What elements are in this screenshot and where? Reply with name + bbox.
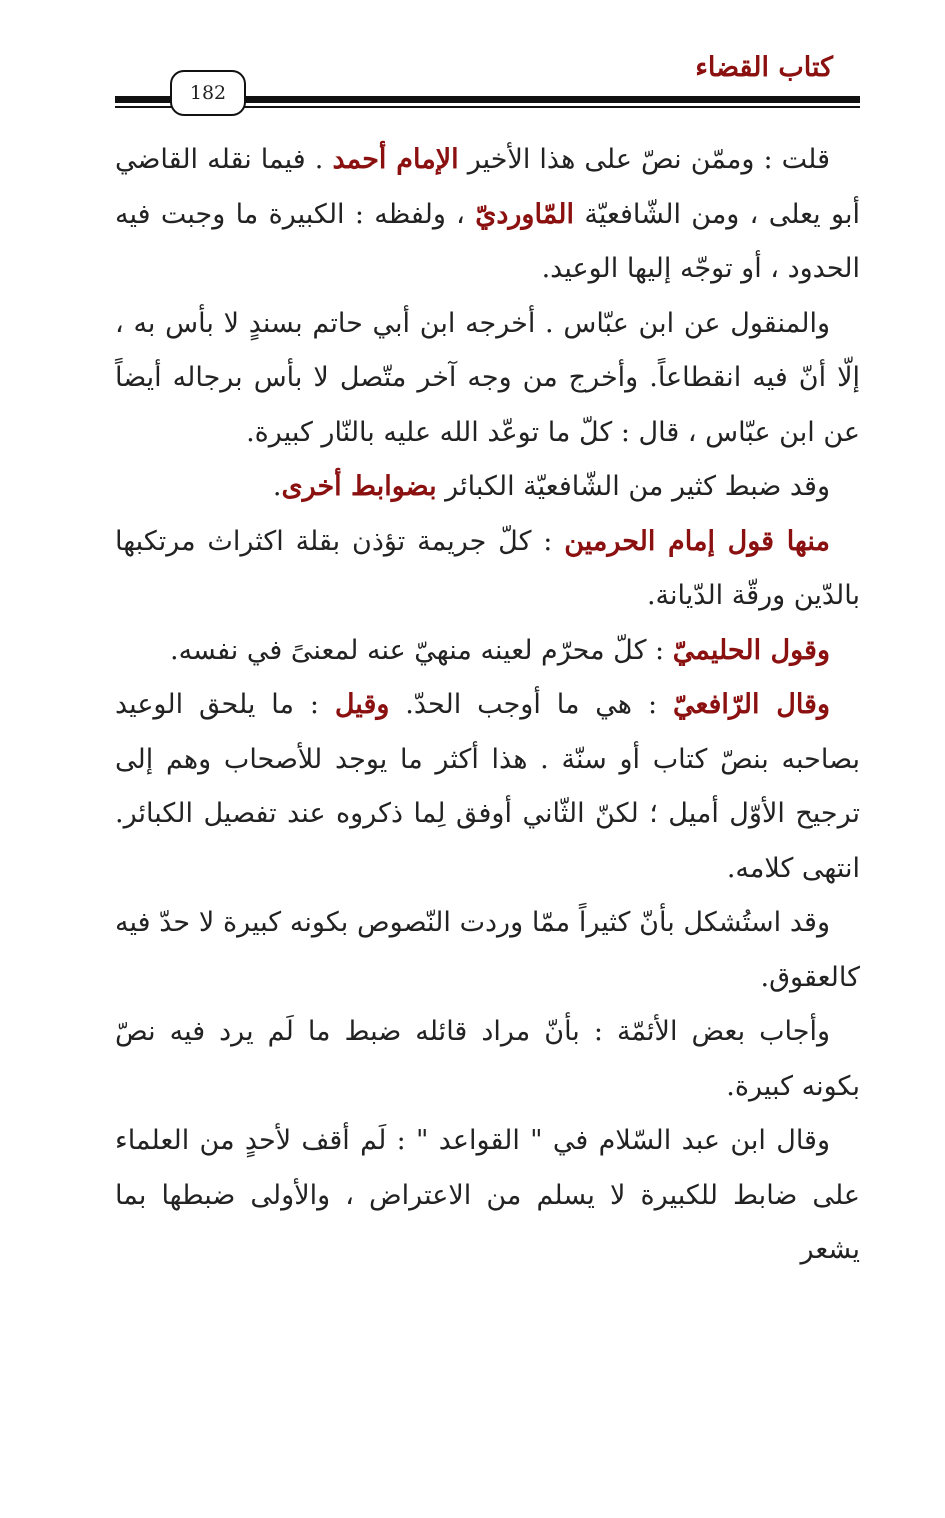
paragraph [115,896,860,1005]
page-header [0,0,945,125]
book-title: كتاب القضاء [695,52,833,83]
page-body [115,133,860,1278]
paragraph [115,297,860,461]
text-segment: . [272,471,282,502]
text-segment: ، ولفظه : الكبيرة ما وجبت فيه الحدود ، أو توجّه إليها الوعيد. [115,198,860,284]
highlighted-term: وقال الرّافعيّ [672,689,830,720]
text-segment: وأجاب بعض الأئمّة : بأنّ مراد قائله ضبط ما لَم يرد فيه نصّ بكونه كبيرة. [115,1016,860,1102]
highlighted-term: المّاورديّ [475,198,575,230]
text-segment: : هي ما أوجب الحدّ. [389,689,673,720]
text-segment: : كلّ جريمة تؤذن بقلة اكثراث مرتكبها بالدّين ورقّة الدّيانة. [115,525,860,611]
text-segment: : ما يلحق الوعيد بصاحبه بنصّ كتاب أو سنّة . هذا أكثر ما يوجد للأصحاب وهم إلى ترجيح الأوّل أميل ؛ لكنّ الثّاني أوفق لِما ذكروه عند تفصيل الكبائر. انتهى كلامه. [115,689,860,884]
paragraph [115,133,860,297]
text-segment: وقد استُشكل بأنّ كثيراً ممّا وردت النّصوص بكونه كبيرة لا حدّ فيه كالعقوق. [115,907,860,993]
text-segment: قلت : وممّن نصّ على هذا الأخير [458,144,831,175]
text-segment: وقد ضبط كثير من الشّافعيّة الكبائر [436,471,830,502]
highlighted-term: وقيل [334,689,390,720]
paragraph [115,460,860,515]
text-segment: : كلّ محرّم لعينه منهيّ عنه لمعنىً في نفسه. [170,634,673,666]
text-segment: والمنقول عن ابن عبّاس . أخرجه ابن أبي حاتم بسندٍ لا بأس به ، إلّا أنّ فيه انقطاعاً. وأخرج من وجه آخر متّصل لا بأس برجاله أيضاً عن ابن عبّاس ، قال : كلّ ما توعّد الله عليه بالنّار كبيرة. [115,307,860,448]
highlighted-term: منها قول إمام الحرمين [564,525,830,557]
highlighted-term: بضوابط أخرى [281,471,437,502]
highlighted-term: الإمام أحمد [332,144,459,175]
paragraph [115,1114,860,1278]
page-number: 182 [170,70,246,116]
paragraph [115,1005,860,1114]
highlighted-term: وقول الحليميّ [672,634,830,666]
text-segment: . فيما نقله القاضي أبو يعلى ، ومن الشّافعيّة [115,144,860,230]
paragraph [115,515,860,624]
text-segment: وقال ابن عبد السّلام في " القواعد " : لَم أقف لأحدٍ من العلماء على ضابط للكبيرة لا يسلم من الاعتراض ، والأولى ضبطها بما يشعر [115,1125,860,1265]
paragraph [115,624,860,679]
paragraph [115,678,860,896]
